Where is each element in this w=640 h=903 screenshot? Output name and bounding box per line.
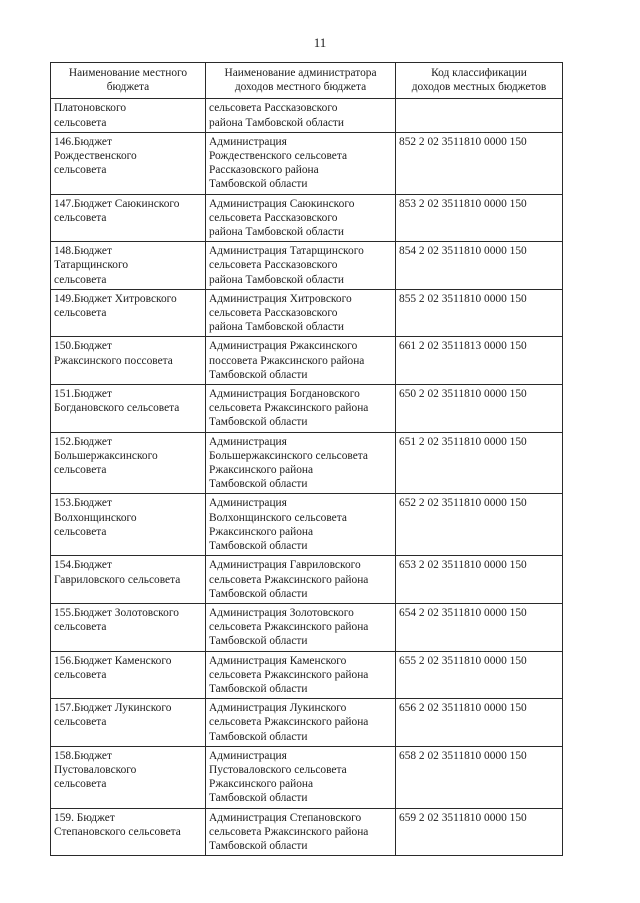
administrator-cell xyxy=(206,746,396,808)
budget-name-cell-line: 154.Бюджет xyxy=(54,559,112,572)
budget-name-cell xyxy=(51,432,206,494)
budget-name-cell-line: сельсовета xyxy=(54,164,107,177)
administrator-cell-line: Тамбовской области xyxy=(209,682,308,695)
administrator-cell-line: Тамбовской области xyxy=(209,178,308,191)
budget-name-cell-line: Татарщинского xyxy=(54,259,129,272)
administrator-cell-line: Администрация xyxy=(209,749,287,762)
table-header xyxy=(51,63,563,99)
budget-name-cell-line: Гавриловского сельсовета xyxy=(54,573,181,586)
budget-name-cell-line: 152.Бюджет xyxy=(54,435,112,448)
administrator-cell-line: сельсовета Рассказовского xyxy=(209,102,338,115)
administrator-cell-line: Администрация Каменского xyxy=(209,654,347,667)
table-row xyxy=(51,494,563,556)
administrator-cell-line: Администрация Ржаксинского xyxy=(209,340,358,353)
administrator-cell-line: сельсовета Ржаксинского района xyxy=(209,668,369,681)
header-administrator-name xyxy=(206,63,396,99)
budget-table xyxy=(50,62,563,856)
table-row xyxy=(51,432,563,494)
administrator-cell-line: Тамбовской области xyxy=(209,839,308,852)
budget-name-cell-line: Волхонщинского xyxy=(54,511,137,524)
budget-name-cell xyxy=(51,556,206,604)
administrator-cell-line: Тамбовской области xyxy=(209,478,308,491)
budget-name-cell xyxy=(51,603,206,651)
administrator-cell-line: Администрация xyxy=(209,135,287,148)
administrator-cell xyxy=(206,699,396,747)
administrator-cell-line: сельсовета Рассказовского xyxy=(209,259,338,272)
classification-code-cell xyxy=(396,99,563,132)
budget-name-cell xyxy=(51,494,206,556)
budget-name-cell-line: сельсовета xyxy=(54,464,107,477)
administrator-cell-line: Ржаксинского района xyxy=(209,778,314,791)
classification-code-cell: 661 2 02 3511813 0000 150 xyxy=(396,337,563,385)
budget-name-cell xyxy=(51,194,206,242)
administrator-cell xyxy=(206,808,396,856)
administrator-cell-line: района Тамбовской области xyxy=(209,321,345,334)
administrator-cell xyxy=(206,556,396,604)
administrator-cell-line: Ржаксинского района xyxy=(209,525,314,538)
table-row xyxy=(51,808,563,856)
budget-name-cell-line: сельсовета xyxy=(54,716,107,729)
budget-name-cell-line: сельсовета xyxy=(54,116,107,129)
administrator-cell-line: поссовета Ржаксинского района xyxy=(209,354,365,367)
header-classification-line: доходов местных бюджетов xyxy=(411,81,547,94)
administrator-cell xyxy=(206,385,396,433)
budget-name-cell-line: сельсовета xyxy=(54,778,107,791)
page-number: 11 xyxy=(313,35,327,50)
classification-code-cell: 654 2 02 3511810 0000 150 xyxy=(396,603,563,651)
budget-name-cell-line: сельсовета xyxy=(54,525,107,538)
budget-name-cell-line: 146.Бюджет xyxy=(54,135,112,148)
budget-name-cell-line: Степановского сельсовета xyxy=(54,825,181,838)
administrator-cell xyxy=(206,337,396,385)
administrator-cell-line: района Тамбовской области xyxy=(209,116,345,129)
classification-code-cell: 658 2 02 3511810 0000 150 xyxy=(396,746,563,808)
administrator-cell-line: Большержаксинского сельсовета xyxy=(209,449,368,462)
table-row xyxy=(51,603,563,651)
budget-name-cell xyxy=(51,99,206,132)
budget-name-cell xyxy=(51,746,206,808)
header-classification-line: Код классификации xyxy=(431,67,527,79)
administrator-cell-line: Пустоваловского сельсовета xyxy=(209,763,347,776)
administrator-cell-line: Тамбовской области xyxy=(209,368,308,381)
budget-name-cell-line: Большержаксинского xyxy=(54,449,158,462)
administrator-cell-line: Администрация Татарщинского xyxy=(209,245,364,258)
classification-code-cell: 852 2 02 3511810 0000 150 xyxy=(396,132,563,194)
administrator-cell xyxy=(206,603,396,651)
administrator-cell-line: Тамбовской области xyxy=(209,730,308,743)
budget-name-cell xyxy=(51,385,206,433)
classification-code-cell: 650 2 02 3511810 0000 150 xyxy=(396,385,563,433)
budget-name-cell-line: 158.Бюджет xyxy=(54,749,112,762)
administrator-cell-line: сельсовета Ржаксинского района xyxy=(209,621,369,634)
budget-name-cell xyxy=(51,651,206,699)
budget-name-cell xyxy=(51,132,206,194)
budget-name-cell xyxy=(51,289,206,337)
administrator-cell xyxy=(206,194,396,242)
header-budget-name-line: Наименование местного xyxy=(68,67,188,79)
administrator-cell-line: Администрация Гавриловского xyxy=(209,559,361,572)
administrator-cell-line: Рассказовского района xyxy=(209,164,319,177)
header-row xyxy=(51,63,563,99)
administrator-cell-line: Администрация Богдановского xyxy=(209,388,360,401)
table-row xyxy=(51,99,563,132)
administrator-cell-line: Администрация xyxy=(209,497,287,510)
administrator-cell-line: Тамбовской области xyxy=(209,792,308,805)
table-body xyxy=(51,99,563,856)
header-administrator-line: Наименование администратора xyxy=(224,67,377,79)
administrator-cell xyxy=(206,651,396,699)
administrator-cell-line: Тамбовской области xyxy=(209,635,308,648)
table-row xyxy=(51,385,563,433)
budget-name-cell xyxy=(51,242,206,290)
budget-name-cell-line: Богдановского сельсовета xyxy=(54,402,180,415)
budget-name-cell xyxy=(51,699,206,747)
budget-name-cell xyxy=(51,337,206,385)
classification-code-cell: 854 2 02 3511810 0000 150 xyxy=(396,242,563,290)
administrator-cell-line: сельсовета Ржаксинского района xyxy=(209,825,369,838)
classification-code-cell: 659 2 02 3511810 0000 150 xyxy=(396,808,563,856)
administrator-cell xyxy=(206,132,396,194)
budget-name-cell-line: 157.Бюджет Лукинского xyxy=(54,702,172,715)
classification-code-cell: 853 2 02 3511810 0000 150 xyxy=(396,194,563,242)
administrator-cell-line: района Тамбовской области xyxy=(209,273,345,286)
budget-name-cell-line: 156.Бюджет Каменского xyxy=(54,654,172,667)
classification-code-cell: 656 2 02 3511810 0000 150 xyxy=(396,699,563,747)
administrator-cell-line: Рождественского сельсовета xyxy=(209,150,348,163)
classification-code-cell: 653 2 02 3511810 0000 150 xyxy=(396,556,563,604)
budget-name-cell-line: Рождественского xyxy=(54,150,137,163)
header-administrator-line: доходов местного бюджета xyxy=(234,81,367,94)
budget-name-cell-line: сельсовета xyxy=(54,621,107,634)
budget-name-cell-line: сельсовета xyxy=(54,273,107,286)
classification-code-cell: 652 2 02 3511810 0000 150 xyxy=(396,494,563,556)
table-row xyxy=(51,289,563,337)
budget-name-cell-line: Платоновского xyxy=(54,102,127,115)
administrator-cell xyxy=(206,99,396,132)
administrator-cell-line: Администрация Степановского xyxy=(209,811,362,824)
header-budget-name-line: бюджета xyxy=(106,81,150,94)
classification-code-cell: 855 2 02 3511810 0000 150 xyxy=(396,289,563,337)
administrator-cell-line: Тамбовской области xyxy=(209,587,308,600)
table-row xyxy=(51,194,563,242)
administrator-cell-line: Администрация Саюкинского xyxy=(209,197,355,210)
administrator-cell-line: сельсовета Ржаксинского района xyxy=(209,716,369,729)
budget-name-cell-line: сельсовета xyxy=(54,211,107,224)
budget-name-cell-line: 151.Бюджет xyxy=(54,388,112,401)
table-row xyxy=(51,556,563,604)
administrator-cell-line: Тамбовской области xyxy=(209,540,308,553)
administrator-cell xyxy=(206,289,396,337)
administrator-cell-line: Ржаксинского района xyxy=(209,464,314,477)
administrator-cell-line: Администрация xyxy=(209,435,287,448)
budget-name-cell-line: сельсовета xyxy=(54,307,107,320)
table-row xyxy=(51,242,563,290)
classification-code-cell: 655 2 02 3511810 0000 150 xyxy=(396,651,563,699)
budget-name-cell-line: 155.Бюджет Золотовского xyxy=(54,606,179,619)
budget-name-cell-line: 148.Бюджет xyxy=(54,245,112,258)
table-row xyxy=(51,651,563,699)
budget-name-cell-line: 147.Бюджет Саюкинского xyxy=(54,197,180,210)
administrator-cell xyxy=(206,432,396,494)
administrator-cell xyxy=(206,242,396,290)
budget-name-cell-line: сельсовета xyxy=(54,668,107,681)
budget-name-cell-line: 153.Бюджет xyxy=(54,497,112,510)
budget-name-cell xyxy=(51,808,206,856)
table-row xyxy=(51,746,563,808)
administrator-cell-line: Волхонщинского сельсовета xyxy=(209,511,347,524)
header-classification-code xyxy=(396,63,563,99)
classification-code-cell: 651 2 02 3511810 0000 150 xyxy=(396,432,563,494)
budget-name-cell-line: 150.Бюджет xyxy=(54,340,112,353)
administrator-cell-line: Тамбовской области xyxy=(209,416,308,429)
administrator-cell-line: сельсовета Ржаксинского района xyxy=(209,573,369,586)
administrator-cell-line: сельсовета Рассказовского xyxy=(209,211,338,224)
table-row xyxy=(51,337,563,385)
table-row xyxy=(51,132,563,194)
budget-name-cell-line: 149.Бюджет Хитровского xyxy=(54,292,177,305)
administrator-cell xyxy=(206,494,396,556)
administrator-cell-line: Администрация Золотовского xyxy=(209,606,354,619)
administrator-cell-line: Администрация Лукинского xyxy=(209,702,347,715)
table-row xyxy=(51,699,563,747)
administrator-cell-line: Администрация Хитровского xyxy=(209,292,352,305)
administrator-cell-line: сельсовета Рассказовского xyxy=(209,307,338,320)
budget-name-cell-line: 159. Бюджет xyxy=(54,811,115,824)
administrator-cell-line: района Тамбовской области xyxy=(209,226,345,239)
administrator-cell-line: сельсовета Ржаксинского района xyxy=(209,402,369,415)
header-budget-name xyxy=(51,63,206,99)
budget-name-cell-line: Ржаксинского поссовета xyxy=(54,354,173,367)
budget-name-cell-line: Пустоваловского xyxy=(54,763,137,776)
